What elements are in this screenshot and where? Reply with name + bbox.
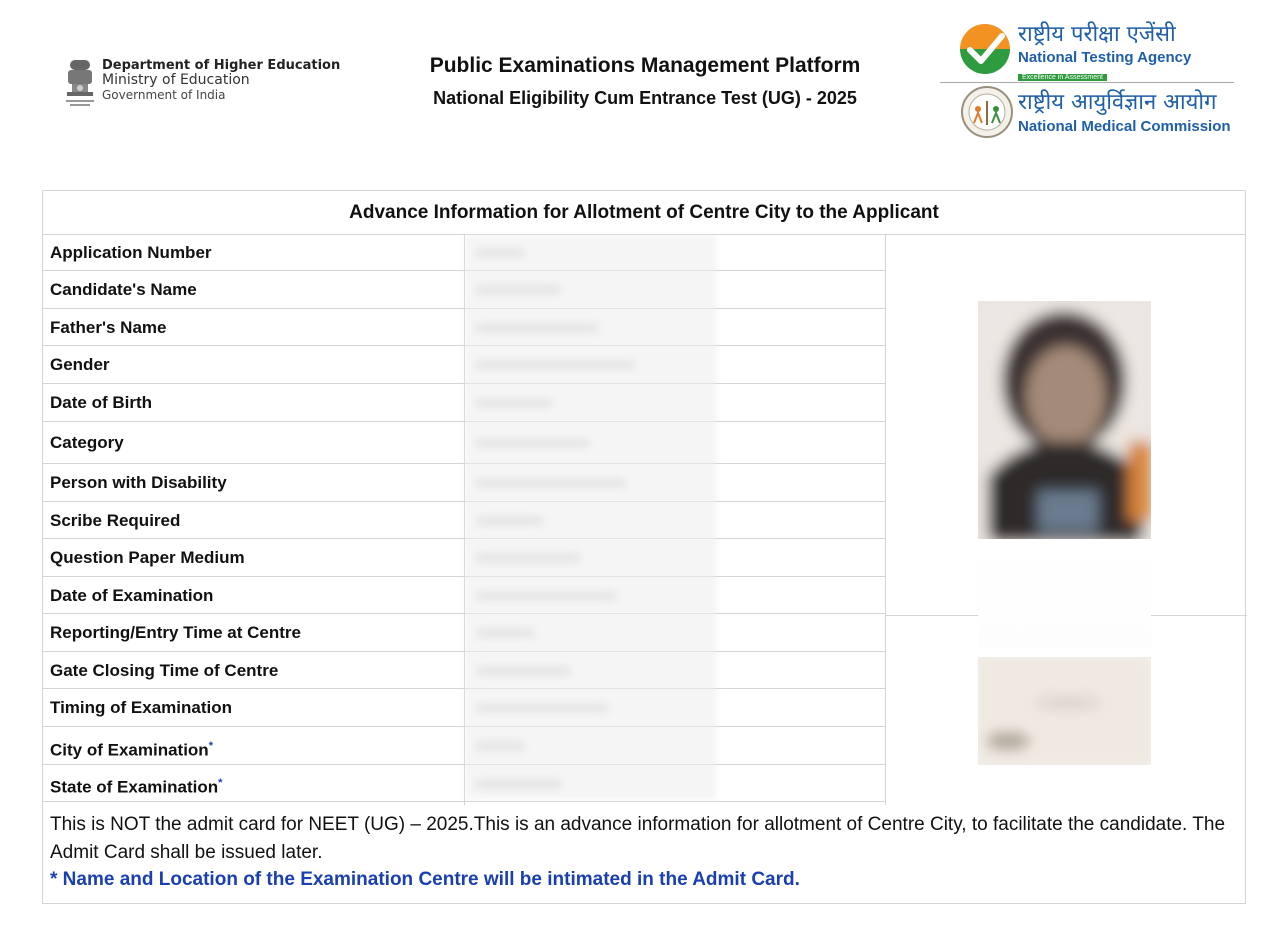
nmc-block [940,85,1240,139]
field-label-text: State of Examination [50,777,219,797]
field-label [50,464,227,502]
nmc-english-name: National Medical Commission [1018,117,1231,135]
field-label [50,727,213,770]
field-label [50,271,197,309]
field-label-text: Scribe Required [50,511,181,530]
field-label-text: Category [50,433,124,452]
field-label-text: Date of Birth [50,393,152,412]
field-label-text: Father's Name [50,318,167,337]
field-label [50,422,124,464]
field-label-text: Application Number [50,243,212,262]
ministry-name: Ministry of Education [102,72,250,88]
platform-heading [380,54,910,109]
platform-title: Public Examinations Management Platform [429,54,861,77]
field-label [50,502,180,539]
field-label [50,384,152,422]
department-name: Department of Higher Education [102,58,341,73]
value-photo-divider [885,234,886,805]
field-label-text: Reporting/Entry Time at Centre [50,623,301,642]
photo-padding [978,539,1151,649]
field-label-text: Question Paper Medium [50,548,245,567]
government-name: Government of India [102,88,226,102]
nta-english-name: National Testing Agency [1018,49,1192,66]
field-label-text: City of Examination [50,740,209,760]
field-label-text: Gender [50,355,110,374]
nmc-hindi-name: राष्ट्रीय आयुर्विज्ञान आयोग [1018,89,1217,115]
agency-logos [940,22,1240,139]
field-label [50,577,213,614]
redacted-values [465,235,717,799]
field-label-text: Person with Disability [50,473,227,492]
field-label [50,765,222,806]
field-label [50,234,212,271]
nta-hindi-name: राष्ट्रीय परीक्षा एजेंसी [1018,22,1176,47]
candidate-photo [978,301,1151,539]
nta-tagline: Excellence in Assessment [1018,74,1107,81]
exam-title: National Eligibility Cum Entrance Test (UG) - 2025 [433,88,857,108]
table-title: Advance Information for Allotment of Centre City to the Applicant [43,191,1245,235]
centre-intimation-note: * Name and Location of the Examination Centre will be intimated in the Admit Card. [50,869,800,890]
field-label [50,346,110,384]
nmc-seal-icon [960,85,1014,139]
field-label [50,652,278,689]
centre-city-info-table [42,190,1246,904]
field-label-text: Gate Closing Time of Centre [50,661,279,680]
field-label [50,614,301,652]
asterisk-mark: * [208,740,213,752]
field-label-text: Candidate's Name [50,280,197,299]
field-label [50,309,166,346]
field-label-text: Timing of Examination [50,698,232,717]
department-block [64,58,340,110]
field-label-text: Date of Examination [50,586,214,605]
asterisk-mark: * [218,777,223,789]
field-label [50,689,232,727]
nta-logo-icon [958,22,1012,76]
nta-block [940,22,1240,80]
national-emblem-icon [64,58,96,110]
field-label [50,539,245,577]
disclaimer-text: This is NOT the admit card for NEET (UG) – 2025.This is an advance information for allotment of Centre City, to facilitate the candidate. The Admit Card shall be issued later. [50,814,1226,863]
candidate-signature [978,657,1151,765]
